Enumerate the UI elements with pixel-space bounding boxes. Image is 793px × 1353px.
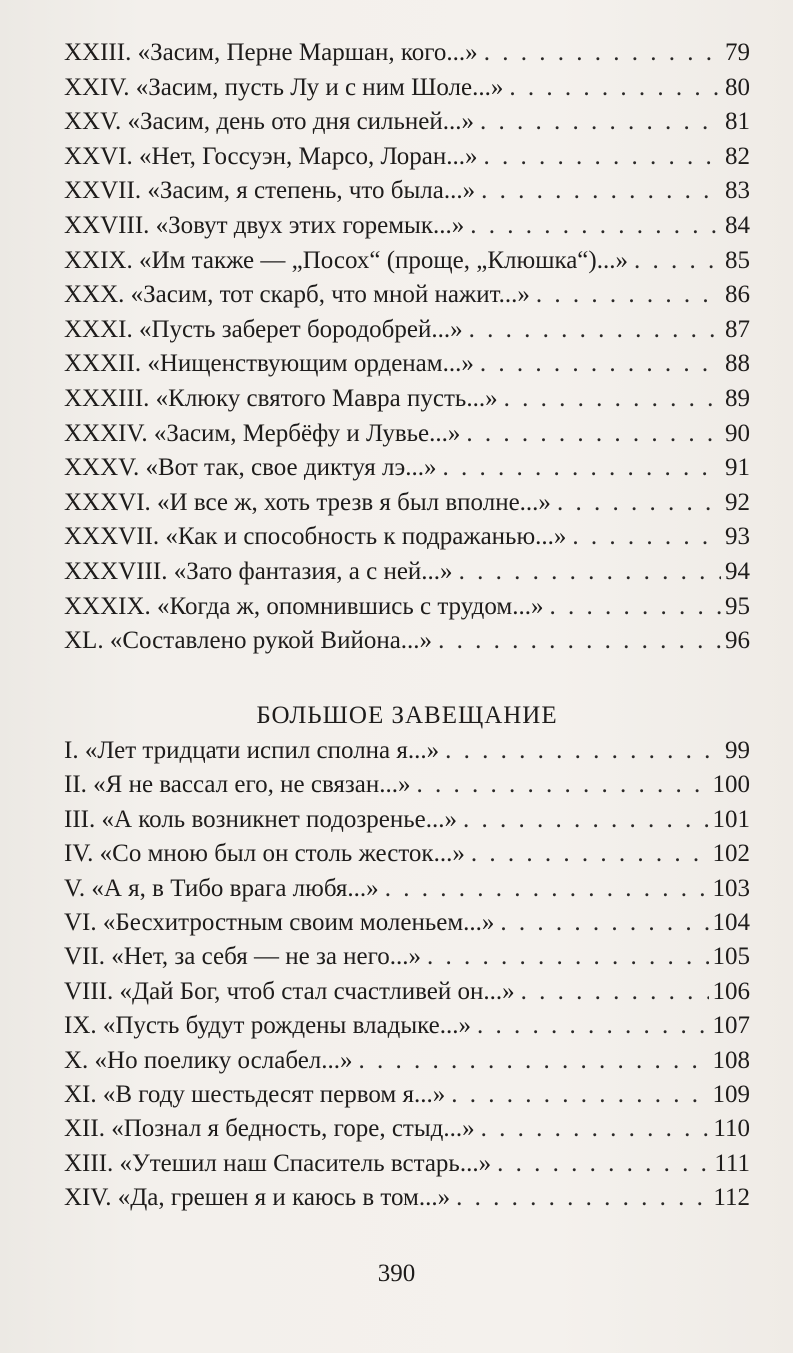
dot-leader — [481, 174, 721, 209]
toc-entry — [64, 590, 750, 625]
toc-entry — [64, 768, 750, 802]
toc-entry-title: XXIV. «Засим, пусть Лу и с ним Шоле...» — [64, 73, 504, 101]
toc-entry — [64, 872, 750, 906]
toc-entry-title: VII. «Нет, за себя — не за него...» — [64, 943, 422, 971]
dot-leader — [442, 451, 721, 486]
toc-entry — [64, 803, 750, 837]
toc-entry — [64, 1009, 750, 1043]
toc-entry — [64, 105, 750, 140]
toc-entry-title: XXXVII. «Как и способность к подражанью...» — [64, 523, 567, 551]
toc-entry — [64, 71, 750, 106]
toc-entry — [64, 837, 750, 871]
toc-entry — [64, 451, 750, 486]
dot-leader — [385, 872, 709, 906]
toc-entry — [64, 1112, 750, 1146]
toc-entry-page: 106 — [712, 977, 750, 1005]
toc-entry-title: XXXIII. «Клюку святого Мавра пусть...» — [64, 384, 498, 412]
toc-entry — [64, 209, 750, 244]
toc-entry — [64, 975, 750, 1009]
dot-leader — [359, 1044, 709, 1078]
toc-entry-page: 96 — [725, 627, 750, 655]
toc-entry-title: XXXIX. «Когда ж, опомнившись с трудом...» — [64, 592, 544, 620]
dot-leader — [484, 36, 721, 71]
toc-entry-title: VIII. «Дай Бог, чтоб стал счастливей он...» — [64, 977, 515, 1005]
toc-entry-page: 104 — [712, 908, 750, 936]
toc-entry — [64, 486, 750, 521]
toc-entry-title: XXVIII. «Зовут двух этих горемык...» — [64, 211, 465, 239]
toc-entry-title: XXIII. «Засим, Перне Маршан, кого...» — [64, 39, 478, 66]
dot-leader — [536, 278, 721, 313]
toc-entry — [64, 140, 750, 175]
toc-entry — [64, 347, 750, 382]
toc-entry — [64, 734, 750, 768]
toc-entry-page: 89 — [725, 384, 750, 412]
dot-leader — [634, 244, 721, 279]
toc-entry-page: 83 — [725, 177, 750, 205]
toc-entry — [64, 1147, 750, 1181]
toc-entry — [64, 940, 750, 974]
dot-leader — [470, 209, 721, 244]
toc-entry-page: 79 — [725, 39, 750, 66]
toc-entry — [64, 555, 750, 590]
toc-entry-title: XXV. «Засим, день ото дня сильней...» — [64, 108, 475, 136]
dot-leader — [445, 734, 721, 768]
dot-leader — [481, 1112, 710, 1146]
toc-entry-page: 86 — [725, 281, 750, 309]
toc-entry — [64, 174, 750, 209]
toc-entry — [64, 278, 750, 313]
toc-entry-page: 101 — [712, 805, 750, 833]
toc-entry — [64, 313, 750, 348]
toc-entry-page: 107 — [712, 1012, 750, 1040]
dot-leader — [480, 347, 721, 382]
dot-leader — [480, 105, 721, 140]
toc-entry-title: XXXVIII. «Зато фантазия, а с ней...» — [64, 557, 453, 585]
dot-leader — [471, 837, 709, 871]
section-heading: БОЛЬШОЕ ЗАВЕЩАНИЕ — [256, 702, 558, 729]
toc-entry-page: 82 — [725, 142, 750, 170]
dot-leader — [572, 520, 721, 555]
toc-entry-title: VI. «Бесхитростным своим моленьем...» — [64, 908, 495, 936]
toc-entry-page: 99 — [725, 737, 750, 764]
dot-leader — [484, 140, 721, 175]
dot-leader — [549, 590, 721, 625]
toc-entry — [64, 1044, 750, 1078]
dot-leader — [463, 803, 709, 837]
toc-entry-page: 80 — [725, 73, 750, 101]
dot-leader — [427, 940, 708, 974]
toc-entry-page: 91 — [725, 454, 750, 482]
toc-entry-page: 112 — [713, 1184, 750, 1212]
toc-entry — [64, 906, 750, 940]
toc-entry-title: XIII. «Утешил наш Спаситель встарь...» — [64, 1149, 492, 1177]
dot-leader — [557, 486, 721, 521]
toc-entry-page: 94 — [725, 557, 750, 585]
dot-leader — [466, 417, 721, 452]
toc-entry-title: XXX. «Засим, тот скарб, что мной нажит...» — [64, 281, 530, 309]
toc-entry-page: 95 — [725, 592, 750, 620]
toc-entry — [64, 520, 750, 555]
toc-entry-page: 87 — [725, 315, 750, 343]
toc-entry-title: XII. «Познал я бедность, горе, стыд...» — [64, 1115, 475, 1143]
toc-entry-title: V. «А я, в Тибо врага любя...» — [64, 874, 379, 902]
dot-leader — [500, 906, 708, 940]
toc-entry-title: XI. «В году шестьдесят первом я...» — [64, 1080, 446, 1108]
toc-entry-title: XL. «Составлено рукой Вийона...» — [64, 627, 433, 655]
toc-entry-page: 111 — [714, 1149, 750, 1177]
toc-list-le-lais — [64, 36, 750, 659]
toc-entry-page: 103 — [712, 874, 750, 902]
toc-entry-page: 93 — [725, 523, 750, 551]
toc-entry-page: 100 — [712, 771, 750, 799]
dot-leader — [521, 975, 709, 1009]
toc-entry-page: 109 — [712, 1080, 750, 1108]
toc-entry — [64, 382, 750, 417]
toc-entry-page: 102 — [712, 840, 750, 868]
toc-list-testament — [64, 734, 750, 1215]
toc-entry-title: XXXIV. «Засим, Мербёфу и Лувье...» — [64, 419, 461, 447]
toc-entry-title: IV. «Со мною был он столь жесток...» — [64, 840, 465, 868]
toc-entry-title: XIV. «Да, грешен я и каюсь в том...» — [64, 1184, 451, 1212]
toc-entry-title: I. «Лет тридцати испил сполна я...» — [64, 737, 440, 764]
dot-leader — [497, 1147, 710, 1181]
dot-leader — [459, 555, 721, 590]
toc-entry-title: XXXI. «Пусть заберет бородобрей...» — [64, 315, 463, 343]
toc-entry-page: 85 — [725, 246, 750, 274]
toc-entry — [64, 1078, 750, 1112]
toc-entry-title: XXXV. «Вот так, свое диктуя лэ...» — [64, 454, 437, 482]
toc-entry-title: IX. «Пусть будут рождены владыке...» — [64, 1012, 472, 1040]
toc-entry — [64, 244, 750, 279]
toc-entry-title: XXVII. «Засим, я степень, что была...» — [64, 177, 476, 205]
toc-entry-title: XXVI. «Нет, Госсуэн, Марсо, Лоран...» — [64, 142, 478, 170]
toc-entry-title: XXXVI. «И все ж, хоть трезв я был вполне...» — [64, 488, 551, 516]
toc-entry-page: 92 — [725, 488, 750, 516]
dot-leader — [456, 1181, 709, 1215]
page-number: 390 — [377, 1260, 416, 1287]
toc-entry-title: III. «А коль возникнет подозренье...» — [64, 805, 457, 833]
dot-leader — [451, 1078, 708, 1112]
toc-entry — [64, 1181, 750, 1215]
toc-entry-page: 105 — [712, 943, 750, 971]
toc-entry — [64, 36, 750, 71]
dot-leader — [469, 313, 721, 348]
toc-entry-title: II. «Я не вассал его, не связан...» — [64, 771, 411, 799]
toc-entry-page: 84 — [725, 211, 750, 239]
toc-entry — [64, 417, 750, 452]
toc-entry-page: 81 — [725, 108, 750, 136]
dot-leader — [509, 71, 721, 106]
toc-entry — [64, 624, 750, 659]
toc-entry-page: 110 — [713, 1115, 750, 1143]
dot-leader — [504, 382, 721, 417]
toc-entry-title: XXXII. «Нищенствующим орденам...» — [64, 350, 474, 378]
toc-entry-page: 90 — [725, 419, 750, 447]
dot-leader — [417, 768, 709, 802]
toc-entry-title: XXIX. «Им также — „Посох“ (проще, „Клюшка“)...» — [64, 246, 628, 274]
toc-entry-page: 88 — [725, 350, 750, 378]
dot-leader — [438, 624, 721, 659]
toc-entry-page: 108 — [712, 1046, 750, 1074]
dot-leader — [477, 1009, 708, 1043]
toc-entry-title: X. «Но поелику ослабел...» — [64, 1046, 353, 1074]
